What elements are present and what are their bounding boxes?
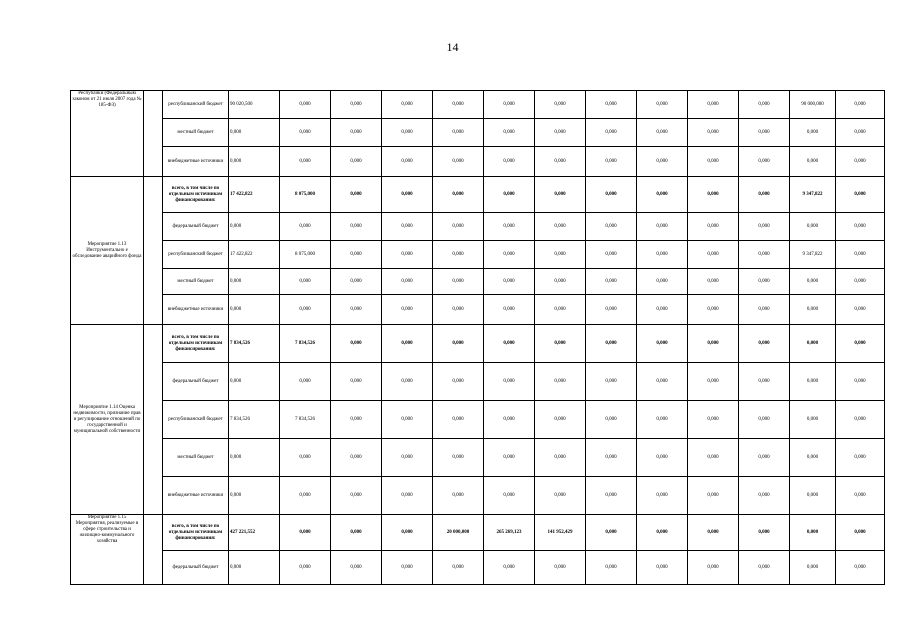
spacer-cell xyxy=(144,177,163,213)
amount-cell: 0,000 xyxy=(739,241,790,269)
amount-cell: 0,000 xyxy=(433,439,484,477)
event-title: Мероприятие 1.15 Мероприятия, реализуемые в сфере строительства и жилищно-коммунального хозяйства xyxy=(71,515,144,585)
amount-cell: 0,000 xyxy=(790,551,836,585)
amount-cell: 0,000 xyxy=(688,213,739,241)
amount-cell: 0,000 xyxy=(331,119,382,147)
amount-cell: 0,000 xyxy=(836,325,885,363)
amount-cell: 0,000 xyxy=(535,363,586,401)
amount-cell: 0,000 xyxy=(836,439,885,477)
funding-source: федеральный бюджет xyxy=(163,213,229,241)
amount-cell: 0,000 xyxy=(637,119,688,147)
amount-cell: 0,000 xyxy=(280,213,331,241)
funding-source: республиканский бюджет xyxy=(163,241,229,269)
amount-cell: 0,000 xyxy=(331,241,382,269)
amount-cell: 0,000 xyxy=(331,269,382,295)
amount-cell: 0,000 xyxy=(382,325,433,363)
amount-cell: 0,000 xyxy=(586,213,637,241)
amount-cell: 0,000 xyxy=(229,213,280,241)
spacer-cell xyxy=(144,119,163,147)
amount-cell: 0,000 xyxy=(688,119,739,147)
amount-cell: 0,000 xyxy=(637,295,688,325)
amount-cell: 0,000 xyxy=(433,213,484,241)
amount-cell: 0,000 xyxy=(836,241,885,269)
amount-cell: 427 221,552 xyxy=(229,515,280,551)
amount-cell: 0,000 xyxy=(586,269,637,295)
amount-cell: 0,000 xyxy=(790,401,836,439)
amount-cell: 7 834,526 xyxy=(229,325,280,363)
amount-cell: 0,000 xyxy=(382,515,433,551)
amount-cell: 0,000 xyxy=(229,477,280,515)
amount-cell: 0,000 xyxy=(382,177,433,213)
amount-cell: 90 020,500 xyxy=(229,91,280,119)
amount-cell: 0,000 xyxy=(637,515,688,551)
amount-cell: 7 834,526 xyxy=(280,401,331,439)
funding-source: федеральный бюджет xyxy=(163,551,229,585)
amount-cell: 0,000 xyxy=(836,119,885,147)
budget-table xyxy=(70,90,885,585)
amount-cell: 0,000 xyxy=(331,325,382,363)
amount-cell: 0,000 xyxy=(433,401,484,439)
amount-cell: 0,000 xyxy=(331,295,382,325)
table-row xyxy=(71,515,885,551)
amount-cell: 0,000 xyxy=(586,91,637,119)
amount-cell: 0,000 xyxy=(433,241,484,269)
amount-cell: 0,000 xyxy=(637,177,688,213)
amount-cell: 0,000 xyxy=(586,401,637,439)
spacer-cell xyxy=(144,213,163,241)
amount-cell: 0,000 xyxy=(836,477,885,515)
amount-cell: 0,000 xyxy=(433,177,484,213)
amount-cell: 0,000 xyxy=(790,147,836,177)
amount-cell: 0,000 xyxy=(331,401,382,439)
funding-source: внебюджетные источники xyxy=(163,295,229,325)
amount-cell: 0,000 xyxy=(535,401,586,439)
amount-cell: 0,000 xyxy=(280,477,331,515)
amount-cell: 0,000 xyxy=(229,295,280,325)
amount-cell: 0,000 xyxy=(484,147,535,177)
amount-cell: 0,000 xyxy=(229,363,280,401)
amount-cell: 0,000 xyxy=(739,119,790,147)
amount-cell: 0,000 xyxy=(229,269,280,295)
amount-cell: 265 269,123 xyxy=(484,515,535,551)
amount-cell: 0,000 xyxy=(637,363,688,401)
amount-cell: 0,000 xyxy=(836,295,885,325)
amount-cell: 0,000 xyxy=(382,91,433,119)
funding-source: республиканский бюджет xyxy=(163,91,229,119)
amount-cell: 0,000 xyxy=(739,295,790,325)
table-row xyxy=(71,439,885,477)
amount-cell: 0,000 xyxy=(535,269,586,295)
amount-cell: 0,000 xyxy=(586,241,637,269)
amount-cell: 0,000 xyxy=(535,551,586,585)
amount-cell: 0,000 xyxy=(331,477,382,515)
event-title: Мероприятие 1.13 Инструментально е обследование аварийного фонда xyxy=(71,177,144,325)
amount-cell: 0,000 xyxy=(382,401,433,439)
amount-cell: 0,000 xyxy=(688,551,739,585)
amount-cell: 0,000 xyxy=(739,269,790,295)
amount-cell: 0,000 xyxy=(382,213,433,241)
funding-source: местный бюджет xyxy=(163,269,229,295)
table-row xyxy=(71,241,885,269)
amount-cell: 0,000 xyxy=(382,147,433,177)
amount-cell: 9 347,822 xyxy=(790,241,836,269)
amount-cell: 0,000 xyxy=(637,439,688,477)
funding-source: местный бюджет xyxy=(163,119,229,147)
amount-cell: 0,000 xyxy=(484,241,535,269)
table-row xyxy=(71,551,885,585)
amount-cell: 0,000 xyxy=(836,147,885,177)
amount-cell: 0,000 xyxy=(331,147,382,177)
amount-cell: 0,000 xyxy=(484,363,535,401)
amount-cell: 0,000 xyxy=(739,515,790,551)
spacer-cell xyxy=(144,241,163,269)
table-row xyxy=(71,363,885,401)
amount-cell: 0,000 xyxy=(688,241,739,269)
amount-cell: 0,000 xyxy=(637,325,688,363)
amount-cell: 0,000 xyxy=(382,119,433,147)
amount-cell: 0,000 xyxy=(790,477,836,515)
amount-cell: 0,000 xyxy=(280,147,331,177)
amount-cell: 0,000 xyxy=(484,91,535,119)
amount-cell: 0,000 xyxy=(586,551,637,585)
amount-cell: 0,000 xyxy=(535,241,586,269)
table-row xyxy=(71,91,885,119)
amount-cell: 0,000 xyxy=(535,439,586,477)
spacer-cell xyxy=(144,147,163,177)
funding-source: местный бюджет xyxy=(163,439,229,477)
amount-cell: 0,000 xyxy=(433,91,484,119)
amount-cell: 0,000 xyxy=(331,91,382,119)
amount-cell: 0,000 xyxy=(688,91,739,119)
amount-cell: 0,000 xyxy=(688,269,739,295)
table-row xyxy=(71,477,885,515)
amount-cell: 0,000 xyxy=(586,363,637,401)
table-row xyxy=(71,325,885,363)
amount-cell: 0,000 xyxy=(688,439,739,477)
amount-cell: 0,000 xyxy=(433,119,484,147)
amount-cell: 0,000 xyxy=(836,269,885,295)
amount-cell: 0,000 xyxy=(790,295,836,325)
amount-cell: 0,000 xyxy=(382,269,433,295)
amount-cell: 0,000 xyxy=(637,551,688,585)
amount-cell: 0,000 xyxy=(586,439,637,477)
amount-cell: 0,000 xyxy=(484,119,535,147)
amount-cell: 0,000 xyxy=(535,213,586,241)
amount-cell: 0,000 xyxy=(739,551,790,585)
amount-cell: 0,000 xyxy=(433,325,484,363)
amount-cell: 0,000 xyxy=(790,325,836,363)
amount-cell: 0,000 xyxy=(280,269,331,295)
amount-cell: 0,000 xyxy=(637,241,688,269)
amount-cell: 0,000 xyxy=(433,147,484,177)
amount-cell: 0,000 xyxy=(382,551,433,585)
amount-cell: 0,000 xyxy=(433,295,484,325)
amount-cell: 0,000 xyxy=(836,177,885,213)
amount-cell: 0,000 xyxy=(586,295,637,325)
amount-cell: 0,000 xyxy=(229,119,280,147)
amount-cell: 0,000 xyxy=(637,213,688,241)
amount-cell: 0,000 xyxy=(331,439,382,477)
amount-cell: 0,000 xyxy=(739,177,790,213)
spacer-cell xyxy=(144,515,163,551)
amount-cell: 0,000 xyxy=(739,477,790,515)
amount-cell: 0,000 xyxy=(535,91,586,119)
amount-cell: 0,000 xyxy=(484,295,535,325)
amount-cell: 0,000 xyxy=(637,269,688,295)
amount-cell: 0,000 xyxy=(382,363,433,401)
amount-cell: 0,000 xyxy=(484,477,535,515)
amount-cell: 8 075,000 xyxy=(280,177,331,213)
amount-cell: 0,000 xyxy=(484,439,535,477)
page-number: 14 xyxy=(446,40,459,54)
amount-cell: 0,000 xyxy=(790,119,836,147)
table-row xyxy=(71,295,885,325)
spacer-cell xyxy=(144,477,163,515)
amount-cell: 0,000 xyxy=(280,295,331,325)
amount-cell: 0,000 xyxy=(688,401,739,439)
amount-cell: 0,000 xyxy=(739,147,790,177)
amount-cell: 0,000 xyxy=(836,213,885,241)
amount-cell: 0,000 xyxy=(637,477,688,515)
amount-cell: 0,000 xyxy=(739,401,790,439)
table-row xyxy=(71,269,885,295)
amount-cell: 0,000 xyxy=(836,551,885,585)
amount-cell: 0,000 xyxy=(229,439,280,477)
amount-cell: 0,000 xyxy=(586,177,637,213)
amount-cell: 0,000 xyxy=(382,295,433,325)
table-row xyxy=(71,119,885,147)
table-row xyxy=(71,177,885,213)
amount-cell: 0,000 xyxy=(836,91,885,119)
amount-cell: 0,000 xyxy=(790,363,836,401)
funding-source: республиканский бюджет xyxy=(163,401,229,439)
amount-cell: 17 422,822 xyxy=(229,177,280,213)
amount-cell: 0,000 xyxy=(382,241,433,269)
amount-cell: 0,000 xyxy=(586,515,637,551)
amount-cell: 0,000 xyxy=(790,515,836,551)
amount-cell: 0,000 xyxy=(280,551,331,585)
funding-source: всего, в том числе по отдельным источникам финансирования: xyxy=(163,515,229,551)
amount-cell: 0,000 xyxy=(739,213,790,241)
amount-cell: 0,000 xyxy=(229,147,280,177)
amount-cell: 0,000 xyxy=(586,325,637,363)
amount-cell: 0,000 xyxy=(790,439,836,477)
amount-cell: 0,000 xyxy=(331,551,382,585)
spacer-cell xyxy=(144,363,163,401)
amount-cell: 0,000 xyxy=(331,213,382,241)
amount-cell: 0,000 xyxy=(535,147,586,177)
spacer-cell xyxy=(144,295,163,325)
amount-cell: 0,000 xyxy=(739,363,790,401)
amount-cell: 0,000 xyxy=(637,91,688,119)
amount-cell: 0,000 xyxy=(382,477,433,515)
event-title: Республики (Федеральным законом от 21 июля 2007 года № 185-ФЗ) xyxy=(71,91,144,177)
amount-cell: 0,000 xyxy=(280,439,331,477)
amount-cell: 0,000 xyxy=(433,551,484,585)
spacer-cell xyxy=(144,551,163,585)
amount-cell: 0,000 xyxy=(535,477,586,515)
amount-cell: 20 000,000 xyxy=(433,515,484,551)
amount-cell: 0,000 xyxy=(433,269,484,295)
amount-cell: 0,000 xyxy=(484,177,535,213)
amount-cell: 0,000 xyxy=(280,515,331,551)
amount-cell: 0,000 xyxy=(484,401,535,439)
amount-cell: 0,000 xyxy=(382,439,433,477)
amount-cell: 0,000 xyxy=(331,177,382,213)
amount-cell: 0,000 xyxy=(688,295,739,325)
amount-cell: 0,000 xyxy=(790,269,836,295)
event-title: Мероприятие 1.14 Оценка недвижимости, признание прав и регулирование отношений по государственной и муниципальной собственности xyxy=(71,325,144,515)
funding-source: внебюджетные источники xyxy=(163,477,229,515)
amount-cell: 0,000 xyxy=(790,213,836,241)
amount-cell: 0,000 xyxy=(637,401,688,439)
spacer-cell xyxy=(144,91,163,119)
amount-cell: 0,000 xyxy=(484,551,535,585)
spacer-cell xyxy=(144,325,163,363)
spacer-cell xyxy=(144,269,163,295)
amount-cell: 141 952,429 xyxy=(535,515,586,551)
amount-cell: 0,000 xyxy=(637,147,688,177)
table-row xyxy=(71,401,885,439)
amount-cell: 0,000 xyxy=(586,119,637,147)
amount-cell: 0,000 xyxy=(331,363,382,401)
amount-cell: 0,000 xyxy=(484,213,535,241)
amount-cell: 0,000 xyxy=(739,91,790,119)
funding-source: внебюджетные источники xyxy=(163,147,229,177)
amount-cell: 0,000 xyxy=(688,325,739,363)
amount-cell: 0,000 xyxy=(739,325,790,363)
amount-cell: 0,000 xyxy=(535,325,586,363)
amount-cell: 0,000 xyxy=(484,269,535,295)
amount-cell: 0,000 xyxy=(586,147,637,177)
amount-cell: 8 075,000 xyxy=(280,241,331,269)
amount-cell: 0,000 xyxy=(433,363,484,401)
table-row xyxy=(71,213,885,241)
funding-source: всего, в том числе по отдельным источникам финансирования: xyxy=(163,177,229,213)
amount-cell: 0,000 xyxy=(535,119,586,147)
amount-cell: 0,000 xyxy=(433,477,484,515)
table-row xyxy=(71,147,885,177)
amount-cell: 0,000 xyxy=(484,325,535,363)
amount-cell: 0,000 xyxy=(836,363,885,401)
funding-source: федеральный бюджет xyxy=(163,363,229,401)
amount-cell: 0,000 xyxy=(535,295,586,325)
amount-cell: 90 000,000 xyxy=(790,91,836,119)
amount-cell: 0,000 xyxy=(688,177,739,213)
amount-cell: 7 834,526 xyxy=(229,401,280,439)
amount-cell: 9 347,822 xyxy=(790,177,836,213)
amount-cell: 0,000 xyxy=(280,119,331,147)
spacer-cell xyxy=(144,401,163,439)
funding-source: всего, в том числе по отдельным источникам финансирования: xyxy=(163,325,229,363)
amount-cell: 17 422,822 xyxy=(229,241,280,269)
amount-cell: 0,000 xyxy=(688,477,739,515)
amount-cell: 0,000 xyxy=(688,147,739,177)
amount-cell: 0,000 xyxy=(586,477,637,515)
amount-cell: 0,000 xyxy=(331,515,382,551)
amount-cell: 0,000 xyxy=(280,91,331,119)
amount-cell: 0,000 xyxy=(688,363,739,401)
amount-cell: 0,000 xyxy=(739,439,790,477)
amount-cell: 0,000 xyxy=(688,515,739,551)
amount-cell: 0,000 xyxy=(229,551,280,585)
amount-cell: 0,000 xyxy=(535,177,586,213)
amount-cell: 0,000 xyxy=(280,363,331,401)
spacer-cell xyxy=(144,439,163,477)
amount-cell: 7 834,526 xyxy=(280,325,331,363)
amount-cell: 0,000 xyxy=(836,515,885,551)
amount-cell: 0,000 xyxy=(836,401,885,439)
